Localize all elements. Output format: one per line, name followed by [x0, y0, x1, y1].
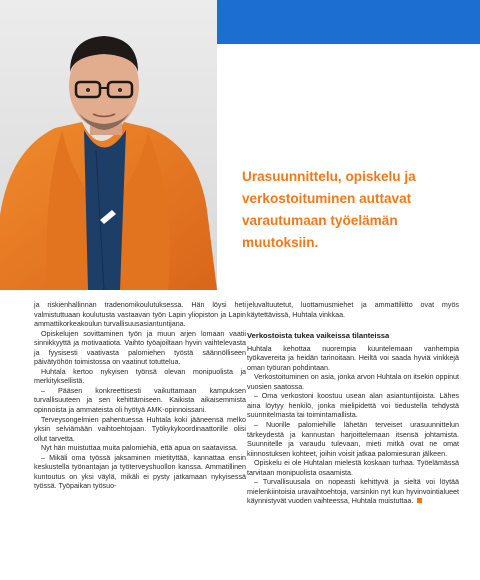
paragraph: Verkostoituminen on asia, jonka arvon Huhtala on itsekin oppinut vuosien saatossa.	[247, 373, 459, 391]
paragraph: – Mikäli oma työssä jaksaminen mietityttää, kannattaa ensin keskustella työnantajan ja työterveyshuollon kanssa. Ammatillinen kuntoutus on yksi väylä, mikäli ei pysty jatkamaan nykyisessä työssä. Työpaikan työsuo-	[34, 453, 246, 491]
article-headline: Urasuunnittelu, opiskelu ja verkostoituminen auttavat varautumaan työelämän muutoksiin.	[242, 169, 416, 250]
paragraph: – Nuorille palomiehille lähetän terveiset urasuunnittelun tärkeydestä ja kannustan harjoittelemaan itsensä johtamista. Suunnitelle ja varaudu tulevaan, mieti mitkä ovat ne omat kiinnostuksen kohteet, joihin voisit jatkaa palomiesuran jälkeen.	[247, 421, 459, 458]
paragraph: ja riskienhallinnan tradenomikoulutuksessa. Hän löysi heti valmistuttuaan koulutusta vastaavan työn Lapin yliopiston ja Lapin ammattikorkeakoulun turvallisuusasiantuntijana.	[34, 301, 246, 329]
paragraph: Opiskelu ei ole Huhtalan mielestä koskaan turhaa. Työelämässä tarvitaan monipuolista osaamista.	[247, 459, 459, 477]
paragraph: jeluvaltuutetut, luottamusmiehet ja ammattiliitto ovat myös käytettävissä, Huhtala vinkkaa.	[247, 301, 459, 319]
portrait-illustration	[0, 0, 217, 290]
paragraph: Terveysongelmien pahentuessa Huhtala koki jääneensä melko yksin selviämään vaihtoehtojaan. Työkykykoordinaattorille olisi ollut tarvetta.	[34, 415, 246, 443]
paragraph-text: – Turvallisuusala on nopeasti kehittyvä ja sieltä voi löytää mielenkiintoisia uravaihtoehtoja, varsinkin nyt kun hyvinvointialueet käynnistyvät vuoden vaihteessa, Huhtala muistuttaa.	[247, 478, 459, 506]
paragraph: – Pääsen konkreettisesti vaikuttamaan kampuksen turvallisuuteen ja sen kehittämiseen. Kaikista aikaisemmista opinnoista ja ammateista oli hyötyä AMK-opinnoissani.	[34, 386, 246, 415]
portrait-photo	[0, 0, 217, 290]
paragraph: Opiskelujen sovittaminen työn ja muun arjen lomaan vaatii sinnikkyyttä ja motivaatiota. Vaihto työajoiltaan hyvin vaihtelevasta ja fyysisesti vaativasta palomiehen työstä säännölliseen päivätyöhön toimistossa on vaatinut totuttelua.	[34, 329, 246, 367]
paragraph: Huhtala kertoo nykyisen työnsä olevan monipuolista ja merkityksellistä.	[34, 367, 246, 386]
paragraph-last	[247, 478, 459, 507]
article-end-marker	[417, 498, 422, 503]
paragraph: Huhtala kehottaa nuorempia kuuntelemaan vanhempia työkavereita ja heidän tarinoitaan. Heiltä voi saada hyviä vinkkejä oman työuran pohdintaan.	[247, 344, 459, 372]
brand-color-bar	[217, 0, 480, 44]
paragraph: Nyt hän muistuttaa muita palomiehiä, että apua on saatavissa.	[41, 444, 238, 453]
section-subheading: Verkostoista tukea vaikeissa tilanteissa	[247, 331, 390, 341]
paragraph: – Oma verkostoni koostuu usean alan asiantuntijoista. Lähes aina löytyy henkilö, jonka mielipidettä voi tiedustella tehdystä suunnitelmasta tai toimintamallista.	[247, 392, 459, 420]
body-column-left	[34, 301, 246, 492]
body-column-right	[247, 301, 459, 507]
